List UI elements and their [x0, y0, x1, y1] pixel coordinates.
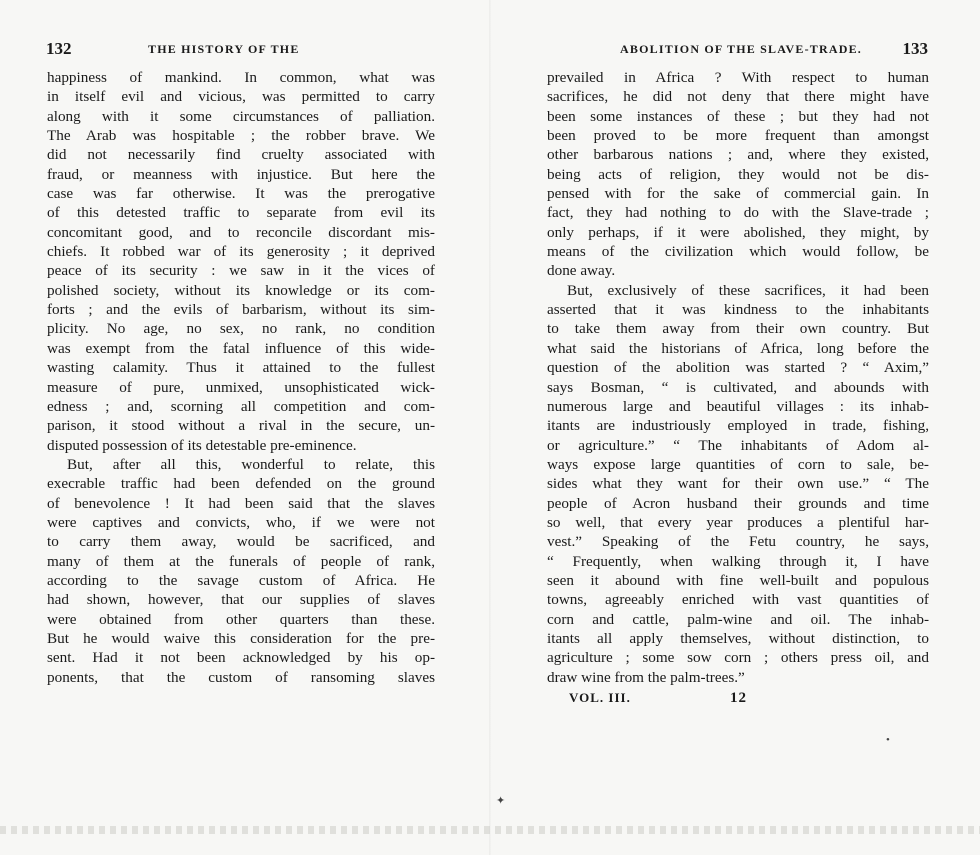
signature-volume: VOL. III. [569, 690, 631, 705]
text-line: plicity. No age, no sex, no rank, no condition [47, 320, 435, 338]
text-line: corn and cattle, palm-wine and oil. The inhab- [547, 610, 929, 628]
text-line: ponents, that the custom of ransoming slaves [47, 668, 435, 686]
text-line: But, after all this, wonderful to relate, this [67, 455, 435, 473]
text-line: means of the civilization which would follow, be [547, 243, 929, 261]
text-line: along with it some circumstances of palliation. [47, 107, 435, 125]
left-page-body [47, 68, 435, 687]
text-line: fraud, or meanness with injustice. But here the [47, 165, 435, 183]
text-line: chiefs. It robbed war of its generosity ; it deprived [47, 243, 435, 261]
text-line: in itself evil and vicious, was permitted to carry [47, 88, 435, 106]
left-running-head [46, 39, 436, 62]
text-line: wasting calamity. Thus it attained to the fullest [47, 359, 435, 377]
text-line: disputed possession of its detestable pre-eminence. [47, 436, 357, 454]
text-line: But he would waive this consideration for the pre- [47, 629, 435, 647]
text-line: being acts of religion, they would not be dis- [547, 165, 929, 183]
text-line: only perhaps, if it were abolished, they might, by [547, 223, 929, 241]
text-line: prevailed in Africa ? With respect to human [547, 69, 929, 86]
text-line: execrable traffic had been defended on the ground [47, 475, 435, 493]
text-line: question of the abolition was started ? “ Axim,” [547, 359, 929, 377]
text-line: agriculture ; some sow corn ; others press oil, and [547, 649, 929, 667]
text-line: so well, that every year produces a plentiful har- [547, 513, 929, 531]
text-line: edness ; and, scorning all competition and com- [47, 397, 435, 415]
text-line: of benevolence ! It had been said that the slaves [47, 494, 435, 512]
text-line: sacrifices, he did not deny that there might have [547, 88, 929, 106]
text-line: polished society, without its knowledge or its com- [47, 281, 435, 299]
text-line: draw wine from the palm-trees.” [547, 668, 745, 686]
ink-speck-mark: • [886, 734, 890, 746]
text-line: peace of its security : we saw in it the vices of [47, 262, 435, 280]
text-line: been proved to be more frequent than amongst [547, 127, 929, 145]
left-running-head-text: THE HISTORY OF THE [148, 42, 300, 56]
text-line: were captives and convicts, who, if we were not [47, 513, 435, 531]
text-line: seen it abound with fine well-built and populous [547, 571, 929, 589]
ink-blot-mark: ✦ [496, 795, 506, 807]
text-line: asserted that it was kindness to the inhabitants [547, 301, 929, 319]
signature-number: 12 [730, 690, 747, 706]
text-line: people of Acron husband their grounds and time [547, 494, 929, 512]
text-line: numerous large and beautiful villages : its inhab- [547, 397, 929, 415]
text-line: had shown, however, that our supplies of slaves [47, 591, 435, 609]
text-line: sides what they want for their own use.” “ The [547, 475, 929, 493]
right-page-number: 133 [902, 39, 928, 58]
right-running-head [546, 39, 928, 62]
text-line: been some instances of these ; but they had not [547, 107, 929, 125]
text-line: or agriculture.” “ The inhabitants of Adom al- [547, 436, 929, 454]
text-line: what said the historians of Africa, long before the [547, 339, 929, 357]
text-line: towns, agreeably enriched with vast quantities of [547, 591, 929, 609]
scan-edge-noise [0, 826, 980, 834]
text-line: was exempt from the fatal influence of this wide- [47, 339, 435, 357]
text-line: forts ; and the evils of barbarism, without its sim- [47, 301, 435, 319]
text-line: itants all apply themselves, without distinction, to [547, 629, 929, 647]
text-line: many of them at the funerals of people of rank, [47, 552, 435, 570]
text-line: sent. Had it not been acknowledged by his op- [47, 649, 435, 667]
text-line: concomitant good, and to reconcile discordant mis- [47, 223, 435, 241]
text-line: vest.” Speaking of the Fetu country, he says, [547, 533, 929, 551]
text-line: ways expose large quantities of corn to sale, be- [547, 455, 929, 473]
text-line: measure of pure, unmixed, unsophisticated wick- [47, 378, 435, 396]
left-page-number: 132 [46, 39, 72, 58]
text-line: “ Frequently, when walking through it, I have [547, 552, 929, 570]
text-line: did not necessarily find cruelty associated with [47, 146, 435, 164]
text-line: were obtained from other quarters than these. [47, 610, 435, 628]
text-line: other barbarous nations ; and, where they existed, [547, 146, 929, 164]
text-line: happiness of mankind. In common, what was [47, 69, 435, 86]
right-page-body [547, 68, 929, 687]
text-line: parison, it stood without a rival in the secure, un- [47, 417, 435, 435]
text-line: itants are industriously employed in trade, fishing, [547, 417, 929, 435]
text-line: says Bosman, “ is cultivated, and abounds with [547, 378, 929, 396]
text-line: fact, they had nothing to do with the Slave-trade ; [547, 204, 929, 222]
text-line: to carry them away, would be sacrificed, and [47, 533, 435, 551]
text-line: to take them away from their own country. But [547, 320, 929, 338]
text-line: But, exclusively of these sacrifices, it had been [567, 281, 929, 299]
text-line: The Arab was hospitable ; the robber brave. We [47, 127, 435, 145]
right-page [490, 0, 980, 855]
text-line: according to the savage custom of Africa. He [47, 571, 435, 589]
right-running-head-text: ABOLITION OF THE SLAVE-TRADE. [620, 42, 862, 56]
text-line: case was far otherwise. It was the prerogative [47, 185, 435, 203]
text-line: done away. [547, 262, 616, 280]
text-line: pensed with for the sake of commercial gain. In [547, 185, 929, 203]
text-line: of this detested traffic to separate from evil its [47, 204, 435, 222]
